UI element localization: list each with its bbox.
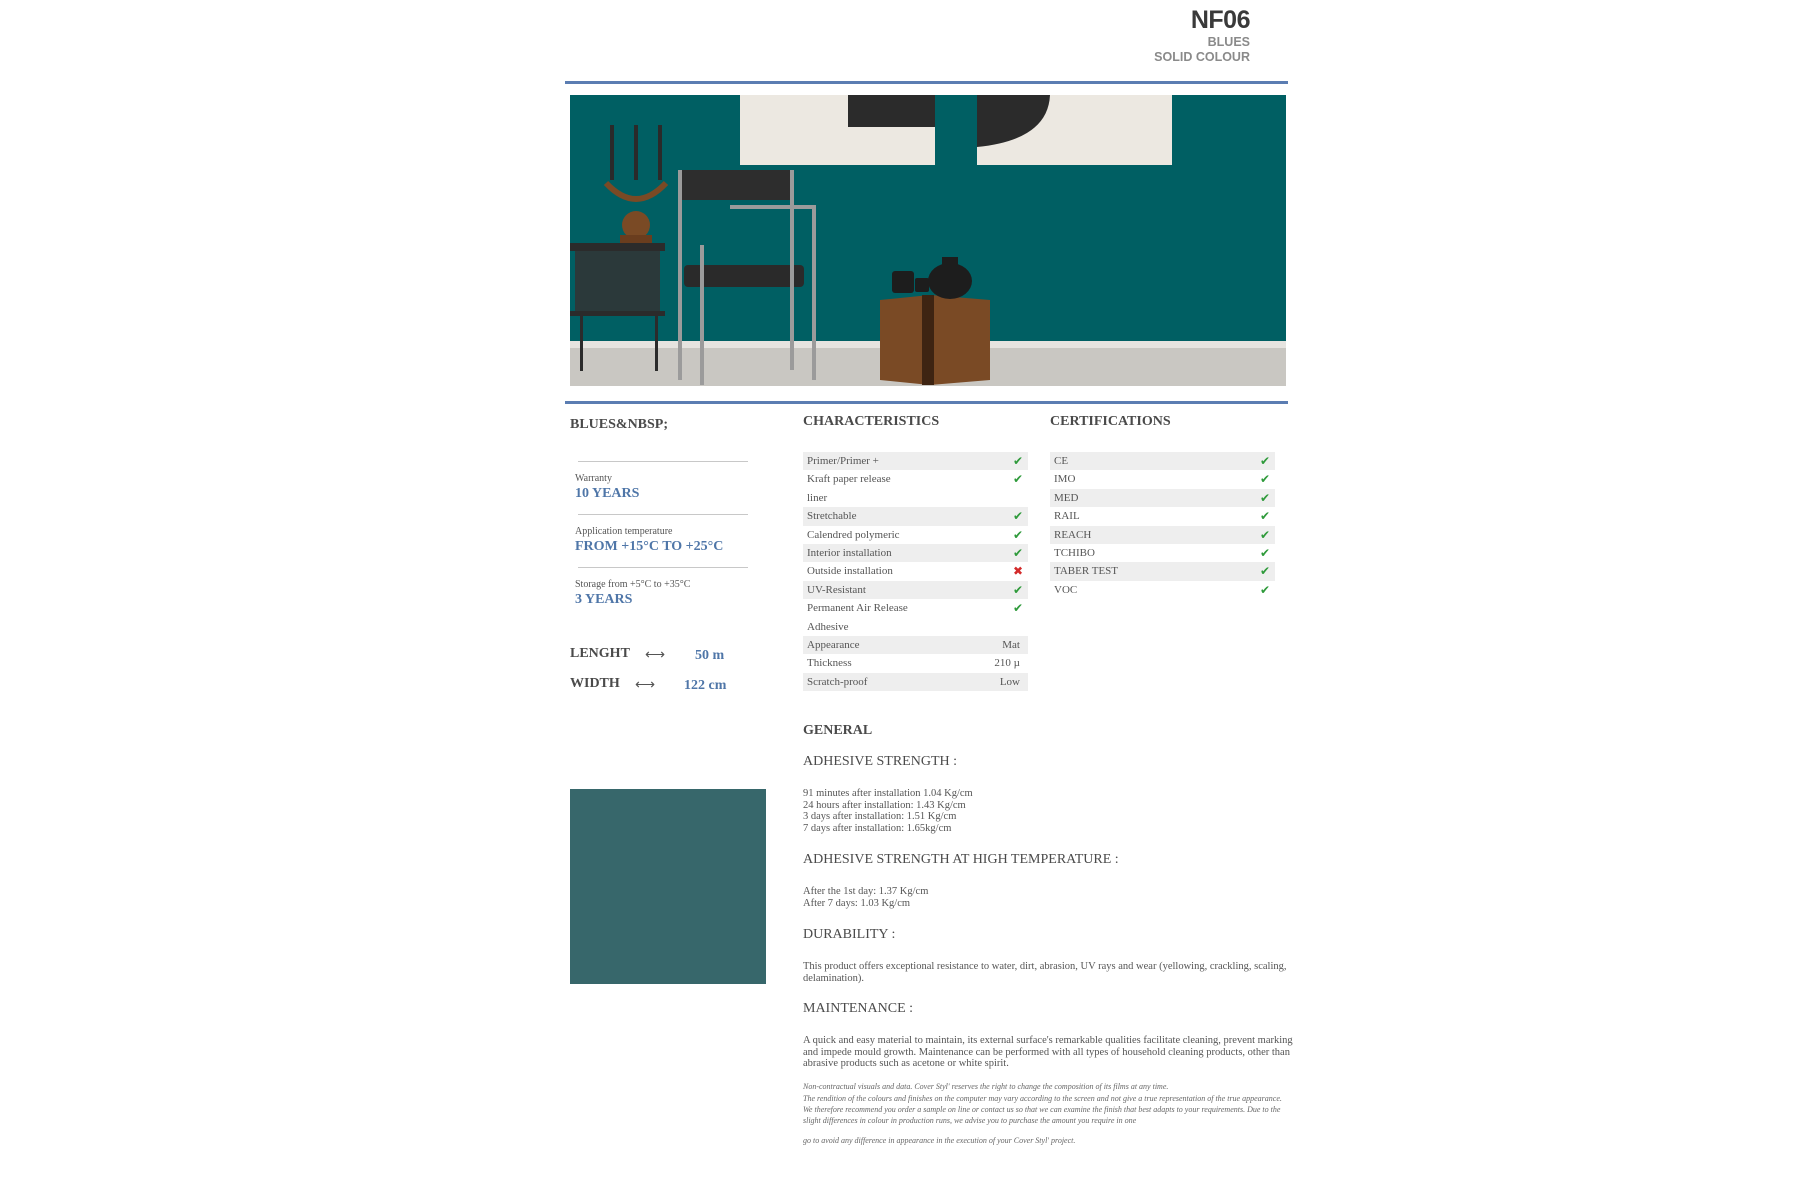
check-icon: ✔ — [1012, 582, 1023, 597]
characteristic-label: Interior installation — [807, 546, 892, 559]
characteristic-row — [803, 526, 1028, 544]
high-temperature-line: After the 1st day: 1.37 Kg/cm — [803, 886, 929, 897]
characteristic-row — [803, 562, 1028, 580]
characteristic-row — [803, 544, 1028, 562]
warranty-value: 10 YEARS — [575, 486, 640, 501]
certifications-table — [1050, 452, 1275, 599]
certification-label: RAIL — [1054, 510, 1080, 523]
product-sheet — [500, 0, 1300, 1200]
characteristic-label: Outside installation — [807, 565, 893, 578]
check-icon: ✔ — [1259, 564, 1270, 579]
characteristic-row — [803, 489, 1028, 507]
characteristic-label: Adhesive — [807, 620, 849, 633]
characteristic-row — [803, 673, 1028, 691]
characteristic-value: Low — [999, 675, 1020, 688]
product-code: NF06 — [1190, 6, 1250, 34]
high-temperature-title: ADHESIVE STRENGTH AT HIGH TEMPERATURE : — [803, 852, 1119, 867]
certification-row — [1050, 562, 1275, 580]
characteristic-label: UV-Resistant — [807, 583, 866, 596]
certification-row — [1050, 526, 1275, 544]
certification-label: TCHIBO — [1054, 546, 1095, 559]
characteristic-row — [803, 636, 1028, 654]
section-divider — [565, 401, 1288, 404]
characteristic-label: Permanent Air Release — [807, 602, 908, 615]
durability-text: This product offers exceptional resistance to water, dirt, abrasion, UV rays and wear (yellowing, crackling, scaling, delamination). — [803, 961, 1287, 984]
width-value: 122 cm — [684, 678, 727, 693]
certification-row — [1050, 507, 1275, 525]
characteristic-label: Kraft paper release — [807, 473, 891, 486]
characteristics-title: CHARACTERISTICS — [803, 414, 940, 429]
characteristic-label: Thickness — [807, 657, 852, 670]
certification-label: MED — [1054, 491, 1079, 504]
characteristic-row — [803, 654, 1028, 672]
characteristic-row — [803, 599, 1028, 617]
check-icon: ✔ — [1012, 601, 1023, 616]
application-temperature-label: Application temperature — [575, 526, 673, 537]
certification-row — [1050, 489, 1275, 507]
characteristic-row — [803, 618, 1028, 636]
adhesive-strength-title: ADHESIVE STRENGTH : — [803, 754, 957, 769]
characteristic-row — [803, 452, 1028, 470]
check-icon: ✔ — [1259, 582, 1270, 597]
separator — [578, 514, 748, 515]
separator — [578, 567, 748, 568]
maintenance-text: A quick and easy material to maintain, its external surface's remarkable qualities facilitate cleaning, prevent marking and impede mould growth. Maintenance can be performed with all types of household cleaning products, other than abrasive products such as acetone or white spirit. — [803, 1035, 1293, 1069]
certification-label: VOC — [1054, 583, 1078, 596]
storage-label: Storage from +5°C to +35°C — [575, 579, 691, 590]
check-icon: ✔ — [1259, 472, 1270, 487]
characteristic-value: 210 µ — [994, 657, 1020, 670]
adhesive-line: 91 minutes after installation 1.04 Kg/cm — [803, 788, 973, 799]
check-icon: ✔ — [1012, 527, 1023, 542]
separator — [578, 461, 748, 462]
certification-row — [1050, 452, 1275, 470]
adhesive-line: 24 hours after installation: 1.43 Kg/cm — [803, 799, 966, 811]
check-icon: ✔ — [1259, 509, 1270, 524]
disclaimer-line-2: The rendition of the colours and finishes on the computer may vary according to the screen and not give a true representation of the true appearance. We therefore recommend you order a sample on line or contact us so that we can examine the finish that best adapts to your requirements. Due to the slight differences in colour in production runs, we advise you to purchase the amount you require in one — [803, 1094, 1282, 1125]
high-temperature-text — [803, 886, 1293, 909]
characteristic-label: liner — [807, 491, 828, 504]
interior-photo — [570, 95, 1286, 386]
disclaimer-line-1: Non-contractual visuals and data. Cover Styl' reserves the right to change the composition of its films at any time. — [803, 1082, 1169, 1091]
product-family: BLUES — [1207, 35, 1250, 49]
check-icon: ✔ — [1259, 545, 1270, 560]
characteristic-label: Scratch-proof — [807, 675, 868, 688]
adhesive-line: 7 days after installation: 1.65kg/cm — [803, 822, 952, 834]
disclaimer-line-3: go to avoid any difference in appearance in the execution of your Cover Styl' project. — [803, 1136, 1076, 1145]
length-arrow-icon: ⟷ — [645, 648, 666, 663]
check-icon: ✔ — [1012, 545, 1023, 560]
certification-label: CE — [1054, 455, 1069, 467]
colour-swatch — [570, 789, 766, 984]
series-label: BLUES&NBSP; — [570, 417, 669, 432]
width-label: WIDTH — [570, 676, 620, 691]
application-temperature-value: FROM +15°C TO +25°C — [575, 539, 724, 554]
characteristic-label: Calendred polymeric — [807, 528, 900, 541]
check-icon: ✔ — [1012, 454, 1023, 468]
maintenance-title: MAINTENANCE : — [803, 1001, 914, 1016]
adhesive-line: 3 days after installation: 1.51 Kg/cm — [803, 811, 957, 822]
header-divider — [565, 81, 1288, 84]
width-arrow-icon: ⟷ — [635, 678, 656, 693]
certification-row — [1050, 470, 1275, 488]
characteristic-label: Appearance — [807, 638, 860, 651]
characteristic-value: Mat — [1002, 638, 1020, 651]
cross-icon: ✖ — [1012, 564, 1023, 579]
general-title: GENERAL — [803, 723, 873, 738]
certification-label: REACH — [1054, 528, 1092, 541]
check-icon: ✔ — [1012, 472, 1023, 487]
warranty-label: Warranty — [575, 473, 612, 484]
check-icon: ✔ — [1259, 527, 1270, 542]
characteristic-label: Stretchable — [807, 510, 857, 523]
characteristics-table — [803, 452, 1028, 691]
length-value: 50 m — [695, 648, 725, 663]
length-label: LENGHT — [570, 646, 630, 661]
certification-label: TABER TEST — [1054, 565, 1119, 578]
storage-value: 3 YEARS — [575, 592, 633, 607]
certifications-title: CERTIFICATIONS — [1050, 414, 1171, 429]
product-finish: SOLID COLOUR — [1154, 50, 1250, 64]
check-icon: ✔ — [1012, 509, 1023, 524]
durability-title: DURABILITY : — [803, 927, 896, 942]
characteristic-row — [803, 507, 1028, 525]
high-temperature-line: After 7 days: 1.03 Kg/cm — [803, 897, 911, 909]
certification-row — [1050, 544, 1275, 562]
certification-label: IMO — [1054, 473, 1076, 486]
characteristic-row — [803, 581, 1028, 599]
check-icon: ✔ — [1259, 454, 1270, 468]
characteristic-row — [803, 470, 1028, 488]
adhesive-strength-text — [803, 788, 1293, 834]
check-icon: ✔ — [1259, 490, 1270, 505]
interior-illustration — [570, 95, 1286, 386]
characteristic-label: Primer/Primer + — [807, 455, 879, 467]
certification-row — [1050, 581, 1275, 599]
